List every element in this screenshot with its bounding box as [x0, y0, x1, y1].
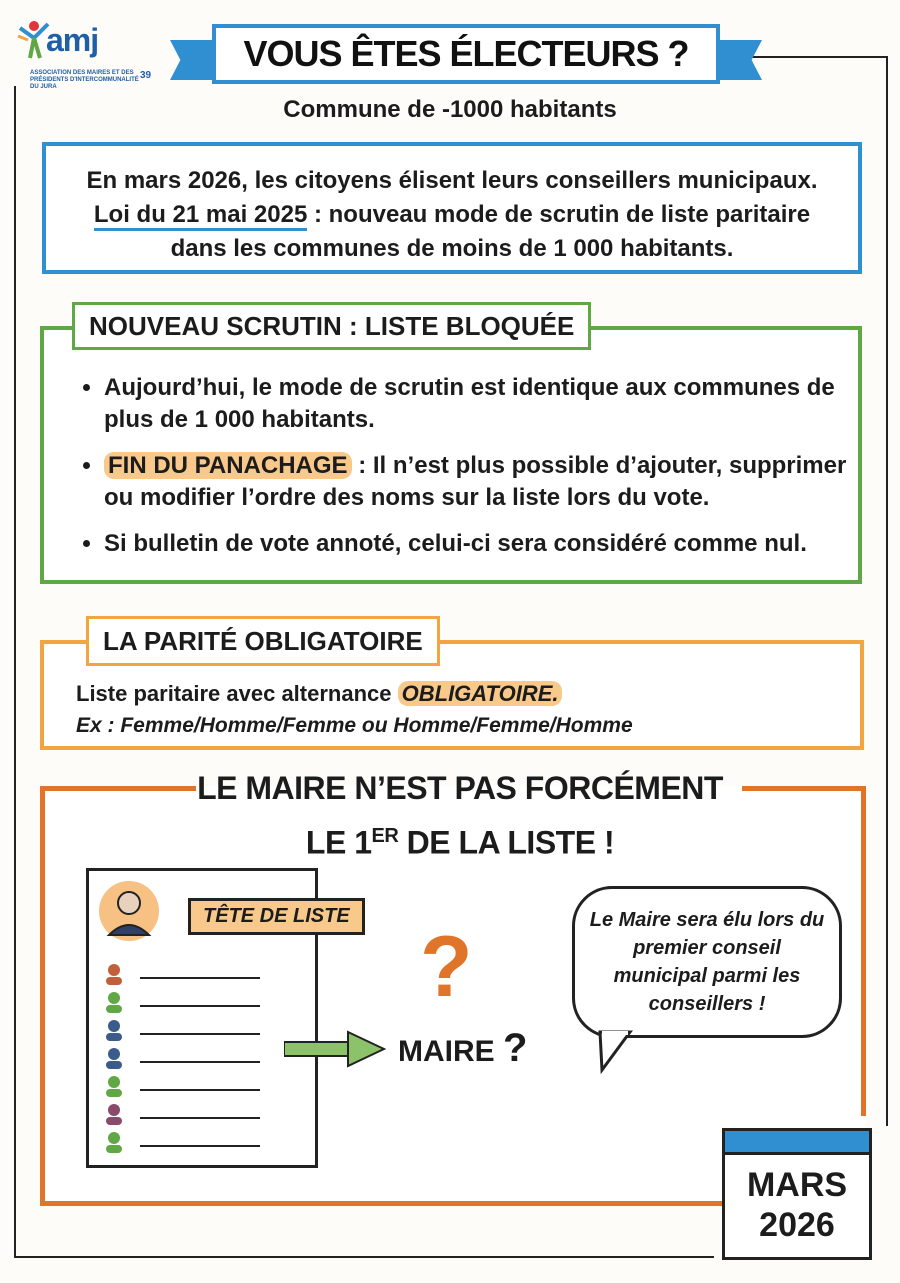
obligatoire-highlight: OBLIGATOIRE. — [398, 681, 563, 706]
head-candidate-icon — [99, 881, 159, 941]
page-title: VOUS ÊTES ÉLECTEURS ? — [212, 24, 720, 84]
page-subtitle: Commune de -1000 habitants — [283, 96, 617, 123]
bullet-3: • Si bulletin de vote annoté, celui-ci sera considéré comme nul. — [104, 528, 858, 560]
person-icon — [106, 1020, 122, 1041]
question-icon: ? — [420, 919, 473, 1015]
bullet-2-rest: : Il n’est plus possible d’ajouter, supprimer ou modifier l’ordre des noms sur la liste lors du vote. — [104, 452, 847, 511]
intro-line2-rest: : nouveau mode de scrutin de liste paritaire — [307, 201, 811, 228]
parite-text — [76, 678, 856, 742]
bubble-tail — [596, 1030, 636, 1074]
scrutin-bullets — [78, 372, 858, 574]
maire-title-sup: ER — [371, 825, 399, 847]
person-icon — [106, 1104, 122, 1125]
parite-title — [86, 616, 440, 666]
logo-subtitle: ASSOCIATION DES MAIRES ET DES PRÉSIDENTS D'INTERCOMMUNALITÉ DU JURA — [30, 70, 139, 90]
calendar-icon — [722, 1128, 872, 1260]
scrutin-title-text: NOUVEAU SCRUTIN : LISTE BLOQUÉE — [89, 310, 575, 341]
law-reference: Loi du 21 mai 2025 — [94, 201, 307, 231]
frame-left — [14, 86, 16, 1258]
person-icon — [106, 1076, 122, 1097]
maire-title-le1: LE 1 — [305, 824, 372, 861]
intro-line2 — [46, 198, 858, 232]
tete-de-liste-label: TÊTE DE LISTE — [188, 898, 365, 935]
maire-title — [150, 764, 770, 867]
panachage-highlight: FIN DU PANACHAGE — [104, 452, 352, 479]
parite-example: Ex : Femme/Homme/Femme ou Homme/Femme/Homme — [76, 714, 633, 737]
arrow-right-icon — [284, 1030, 388, 1070]
intro-box — [42, 142, 862, 274]
speech-bubble: Le Maire sera élu lors du premier conseil municipal parmi les conseillers ! — [572, 886, 842, 1038]
intro-line3: dans les communes de moins de 1 000 habitants. — [170, 235, 734, 262]
maire-question-mark: ? — [503, 1026, 528, 1070]
parite-line: Liste paritaire avec alternance — [76, 681, 398, 706]
list-rows — [100, 960, 270, 1160]
parite-title-text: LA PARITÉ OBLIGATOIRE — [103, 625, 423, 656]
maire-title-line2 — [150, 812, 770, 867]
person-icon — [106, 1048, 122, 1069]
calendar-month: MARS — [746, 1166, 848, 1204]
logo-number: 39 — [140, 70, 152, 81]
intro-line1: En mars 2026, les citoyens élisent leurs conseillers municipaux. — [86, 167, 818, 194]
person-icon — [106, 964, 122, 985]
bullet-2 — [104, 450, 858, 514]
scrutin-title — [72, 302, 591, 350]
maire-label: MAIRE — [398, 1035, 495, 1068]
maire-title-line1: LE MAIRE N’EST PAS FORCÉMENT — [197, 770, 723, 806]
calendar-year: 2026 — [759, 1206, 835, 1244]
maire-title-rest: DE LA LISTE ! — [398, 824, 615, 861]
maire-border-right — [861, 786, 866, 1116]
maire-question — [398, 1026, 527, 1071]
person-icon — [106, 992, 122, 1013]
frame-bottom — [14, 1256, 714, 1258]
calendar-body — [722, 1152, 872, 1260]
frame-right — [886, 56, 888, 1126]
person-icon — [106, 1132, 122, 1153]
bullet-1: • Aujourd’hui, le mode de scrutin est identique aux communes de plus de 1 000 habitants. — [104, 372, 858, 436]
logo-word: amj — [46, 22, 99, 58]
